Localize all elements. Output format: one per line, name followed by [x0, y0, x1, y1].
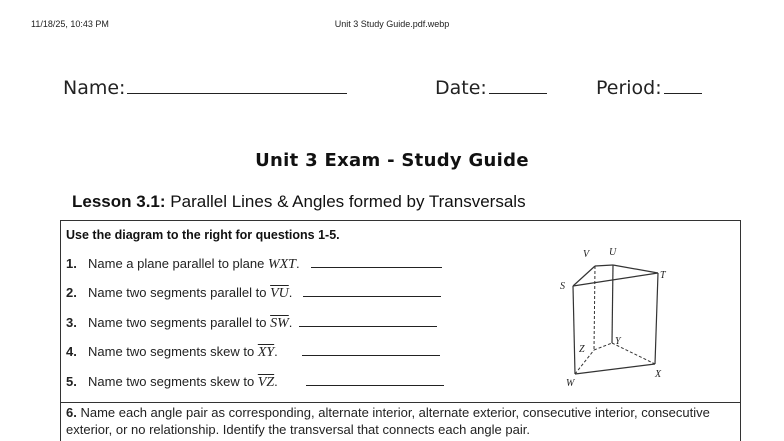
question-segment: $\overline{SW}$ — [270, 316, 289, 331]
print-timestamp: 11/18/25, 10:43 PM — [31, 19, 109, 29]
question-number: 3. — [66, 315, 77, 330]
label-Z: Z — [579, 344, 585, 355]
box-divider — [61, 402, 740, 403]
date-label: Date: — [435, 77, 487, 99]
answer-blank-3[interactable] — [299, 315, 437, 327]
edge-UY — [612, 265, 613, 343]
question-variable: WXT — [267, 257, 296, 272]
period-blank[interactable] — [664, 76, 702, 94]
question-suffix: . — [288, 315, 293, 330]
question-number: 2. — [66, 285, 77, 300]
answer-blank-1[interactable] — [311, 256, 442, 268]
print-filename: Unit 3 Study Guide.pdf.webp — [334, 19, 450, 29]
edge-SW — [573, 286, 575, 374]
question-6 — [66, 404, 736, 438]
question-number: 4. — [66, 344, 77, 359]
question-5 — [66, 374, 444, 391]
question-2 — [66, 285, 441, 302]
question-text: Name a plane parallel to plane — [88, 256, 265, 271]
answer-blank-4[interactable] — [302, 344, 440, 356]
question-number: 5. — [66, 374, 77, 389]
question-text: Name two segments parallel to — [88, 285, 267, 300]
answer-blank-2[interactable] — [303, 285, 441, 297]
lesson-topic: Parallel Lines & Angles formed by Transversals — [170, 192, 526, 211]
question-suffix: . — [274, 374, 278, 389]
question-1 — [66, 256, 442, 273]
question-suffix: . — [295, 256, 300, 271]
label-T: T — [660, 270, 666, 281]
edge-VZ — [594, 266, 595, 350]
edge-TX — [655, 273, 658, 364]
period-field[interactable] — [596, 76, 702, 99]
name-field[interactable] — [63, 76, 347, 99]
date-blank[interactable] — [489, 76, 547, 94]
question-segment: $\overline{VZ}$ — [257, 375, 275, 390]
question-4 — [66, 344, 440, 361]
lesson-heading — [72, 192, 526, 212]
question-suffix: . — [274, 344, 278, 359]
name-blank[interactable] — [127, 76, 347, 94]
label-V: V — [583, 249, 590, 260]
label-U: U — [609, 247, 617, 258]
lesson-label: Lesson 3.1: — [72, 192, 166, 211]
question-6-number: 6. — [66, 405, 77, 420]
question-6-text: Name each angle pair as corresponding, alternate interior, alternate exterior, consecutive interior, consecutive exterior, or no relationship. Identify the transversal that connects each angle pair. — [66, 405, 710, 437]
label-W: W — [566, 378, 575, 389]
date-field[interactable] — [435, 76, 547, 99]
question-3 — [66, 315, 437, 332]
label-S: S — [560, 281, 565, 292]
edge-UT — [613, 265, 658, 273]
answer-blank-5[interactable] — [306, 374, 444, 386]
label-Y: Y — [615, 336, 621, 347]
edge-VU — [595, 265, 613, 266]
question-text: Name two segments skew to — [88, 374, 255, 389]
prism-diagram — [555, 240, 685, 390]
question-segment: $\overline{VU}$ — [270, 286, 289, 301]
instruction-text: Use the diagram to the right for questions 1-5. — [66, 228, 340, 242]
question-number: 1. — [66, 256, 77, 271]
prism-hidden-edges — [575, 266, 655, 374]
period-label: Period: — [596, 77, 662, 99]
question-text: Name two segments parallel to — [88, 315, 267, 330]
edge-ZY — [594, 343, 612, 350]
edge-WX — [575, 364, 655, 374]
name-label: Name: — [63, 77, 126, 99]
question-text: Name two segments skew to — [88, 344, 255, 359]
page-title: Unit 3 Exam - Study Guide — [255, 150, 529, 171]
label-X: X — [655, 369, 662, 380]
prism-solid-edges — [573, 265, 658, 374]
question-segment: $\overline{XY}$ — [257, 345, 275, 360]
question-suffix: . — [288, 285, 293, 300]
